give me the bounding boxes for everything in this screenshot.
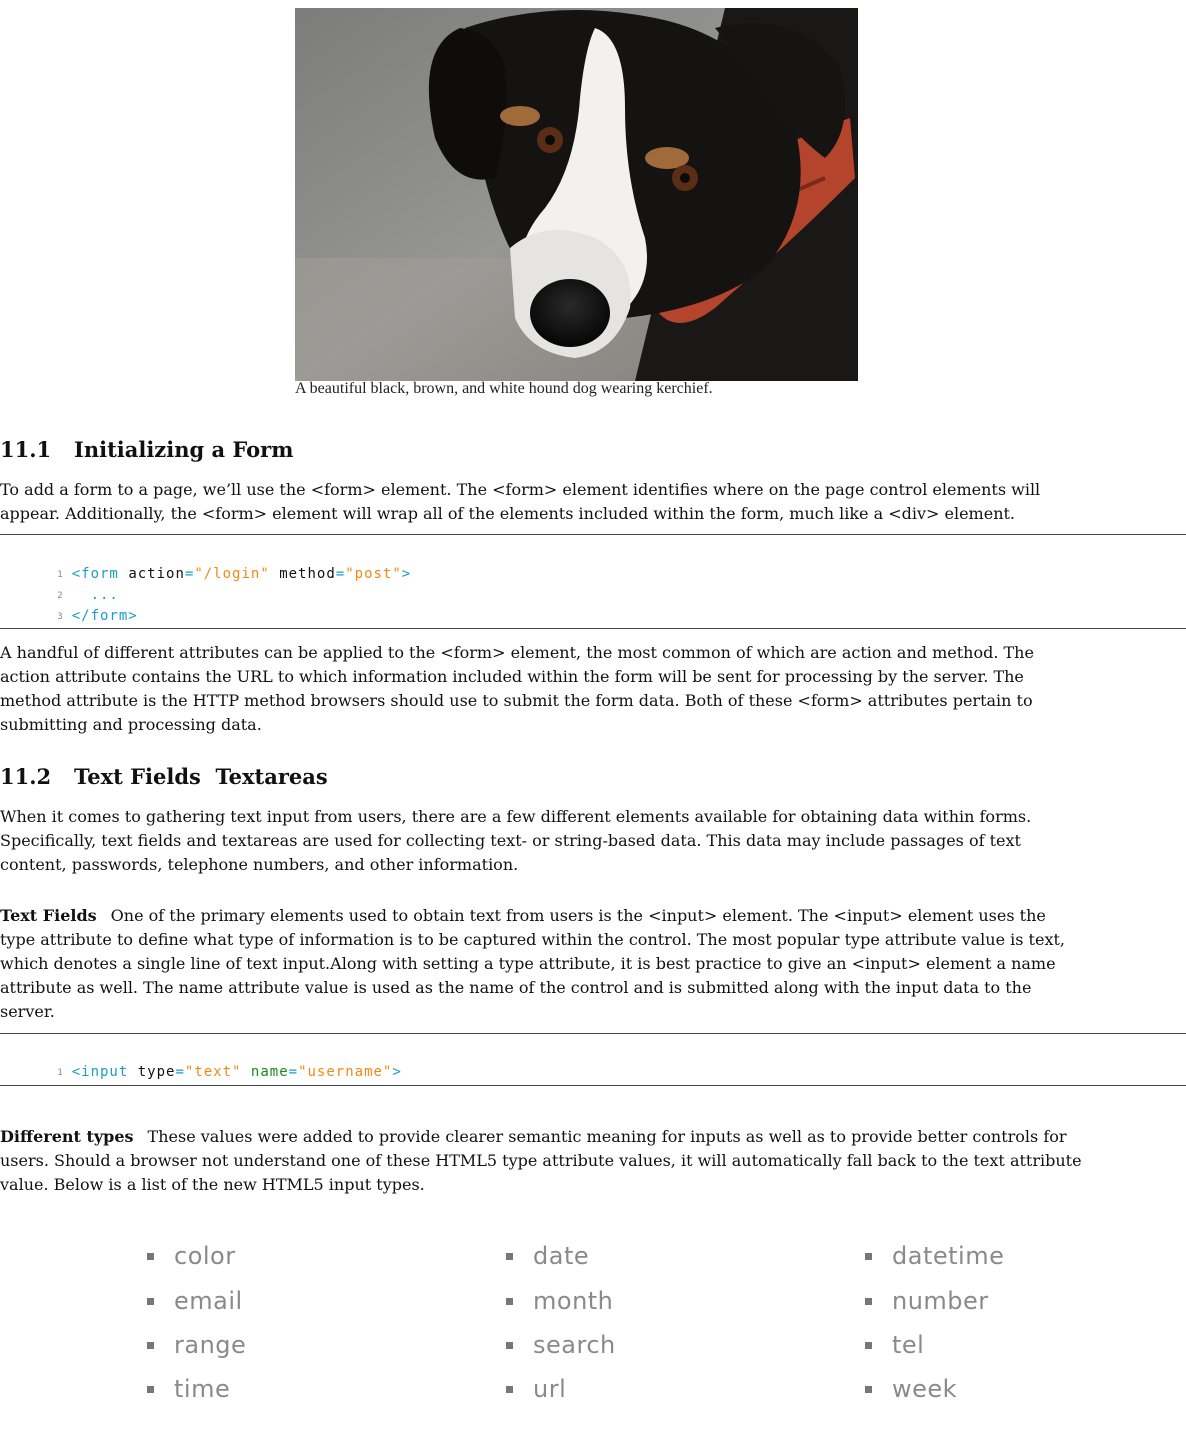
code-token: "text"	[184, 1064, 242, 1080]
code-block-bottom-rule	[0, 628, 1186, 629]
input-type-label: week	[892, 1375, 958, 1403]
code-token: =	[175, 1064, 185, 1080]
list-item	[506, 1283, 613, 1319]
list-item	[147, 1371, 230, 1407]
bullet-icon	[147, 1298, 154, 1305]
input-type-label: color	[174, 1242, 236, 1270]
paragraph-line: To add a form to a page, we’ll use the <form> element. The <form> element identifies where on the page control elements will	[0, 480, 1041, 499]
paragraph-form-intro	[0, 478, 1151, 526]
list-item	[506, 1238, 589, 1274]
paragraph-text-fields	[0, 904, 1151, 1024]
input-type-label: time	[174, 1375, 231, 1403]
bullet-icon	[506, 1253, 513, 1260]
code-token: ...	[90, 587, 119, 603]
list-item	[506, 1371, 566, 1407]
list-item	[147, 1283, 243, 1319]
code-token: name	[250, 1064, 289, 1080]
bullet-icon	[865, 1386, 872, 1393]
list-item	[506, 1327, 616, 1363]
paragraph-line: method attribute is the HTTP method browsers should use to submit the form data. Both of these <form> attributes pertain to	[0, 691, 1033, 710]
bullet-icon	[506, 1298, 513, 1305]
line-number: 2	[57, 591, 64, 601]
code-line	[0, 571, 119, 603]
code-token: action	[128, 566, 185, 582]
list-item	[865, 1327, 924, 1363]
code-token: <input	[71, 1064, 129, 1080]
list-item	[865, 1238, 1004, 1274]
paragraph-line: server.	[0, 1002, 55, 1021]
list-item	[865, 1371, 957, 1407]
dog-photo	[295, 8, 858, 381]
list-item	[147, 1238, 236, 1274]
bullet-icon	[506, 1342, 513, 1349]
line-number: 1	[57, 1068, 64, 1078]
paragraph-text-input-intro	[0, 805, 1151, 877]
code-token: =	[288, 1064, 299, 1080]
input-type-label: number	[892, 1287, 989, 1315]
figure-caption: A beautiful black, brown, and white hound dog wearing kerchief.	[295, 380, 713, 397]
paragraph-line: These values were added to provide clearer semantic meaning for inputs as well as to provide better controls for	[147, 1127, 1067, 1146]
run-in-heading: Text Fields	[0, 906, 97, 925]
line-number: 3	[57, 612, 64, 622]
code-line	[0, 550, 412, 582]
code-token: =	[335, 566, 346, 582]
code-token: =	[184, 566, 195, 582]
code-line	[0, 592, 138, 624]
paragraph-different-types	[0, 1125, 1151, 1197]
code-token: >	[401, 566, 412, 582]
section-number: 11.1	[0, 437, 52, 462]
bullet-icon	[506, 1386, 513, 1393]
code-token: method	[279, 566, 336, 582]
input-type-label: range	[174, 1331, 247, 1359]
paragraph-line: One of the primary elements used to obtain text from users is the <input> element. The <input> element uses the	[110, 906, 1046, 925]
paragraph-line: type attribute to define what type of information is to be captured within the control. The most popular type attribute value is text,	[0, 930, 1065, 949]
bullet-icon	[147, 1386, 154, 1393]
code-block-bottom-rule	[0, 1085, 1186, 1086]
paragraph-line: Specifically, text fields and textareas are used for collecting text- or string-based data. This data may include passages of text	[0, 831, 1021, 850]
code-token: >	[392, 1064, 402, 1080]
input-type-label: date	[533, 1242, 590, 1270]
code-token: </form>	[71, 608, 138, 624]
code-token: "username"	[298, 1064, 393, 1080]
paragraph-line: A handful of different attributes can be applied to the <form> element, the most common of which are action and method. The	[0, 643, 1034, 662]
bullet-icon	[147, 1342, 154, 1349]
bullet-icon	[865, 1298, 872, 1305]
paragraph-line: action attribute contains the URL to which information included within the form will be sent for processing by the server. The	[0, 667, 1024, 686]
input-type-label: tel	[892, 1331, 925, 1359]
paragraph-line: content, passwords, telephone numbers, and other information.	[0, 855, 519, 874]
input-type-label: month	[533, 1287, 614, 1315]
section-title: Text Fields Textareas	[74, 764, 328, 789]
section-heading-11-1	[0, 437, 293, 462]
paragraph-line: value. Below is a list of the new HTML5 input types.	[0, 1175, 425, 1194]
input-type-label: email	[174, 1287, 243, 1315]
code-line	[0, 1048, 402, 1080]
list-item	[147, 1327, 246, 1363]
section-heading-11-2	[0, 764, 328, 789]
paragraph-line: attribute as well. The name attribute value is used as the name of the control and is submitted along with the input data to the	[0, 978, 1032, 997]
list-item	[865, 1283, 989, 1319]
code-token: type	[137, 1064, 176, 1080]
section-number: 11.2	[0, 764, 52, 789]
paragraph-line: appear. Additionally, the <form> element will wrap all of the elements included within the form, much like a <div> element.	[0, 504, 1016, 523]
code-token: "/login"	[194, 566, 270, 582]
bullet-icon	[147, 1253, 154, 1260]
input-type-label: url	[533, 1375, 567, 1403]
paragraph-line: submitting and processing data.	[0, 715, 262, 734]
code-token: <form	[71, 566, 119, 582]
line-number: 1	[57, 570, 64, 580]
section-title: Initializing a Form	[74, 437, 294, 462]
paragraph-line: users. Should a browser not understand one of these HTML5 type attribute values, it will automatically fall back to the text attribute	[0, 1151, 1082, 1170]
paragraph-form-attributes	[0, 641, 1151, 737]
paragraph-line: which denotes a single line of text input.Along with setting a type attribute, it is best practice to give an <input> element a name	[0, 954, 1056, 973]
bullet-icon	[865, 1342, 872, 1349]
input-type-label: search	[533, 1331, 616, 1359]
paragraph-line: When it comes to gathering text input from users, there are a few different elements available for obtaining data within forms.	[0, 807, 1032, 826]
code-block-top-rule	[0, 534, 1186, 535]
run-in-heading: Different types	[0, 1127, 134, 1146]
input-type-label: datetime	[892, 1242, 1005, 1270]
dog-image	[295, 8, 858, 381]
bullet-icon	[865, 1253, 872, 1260]
code-token: "post"	[345, 566, 402, 582]
code-block-top-rule	[0, 1033, 1186, 1034]
